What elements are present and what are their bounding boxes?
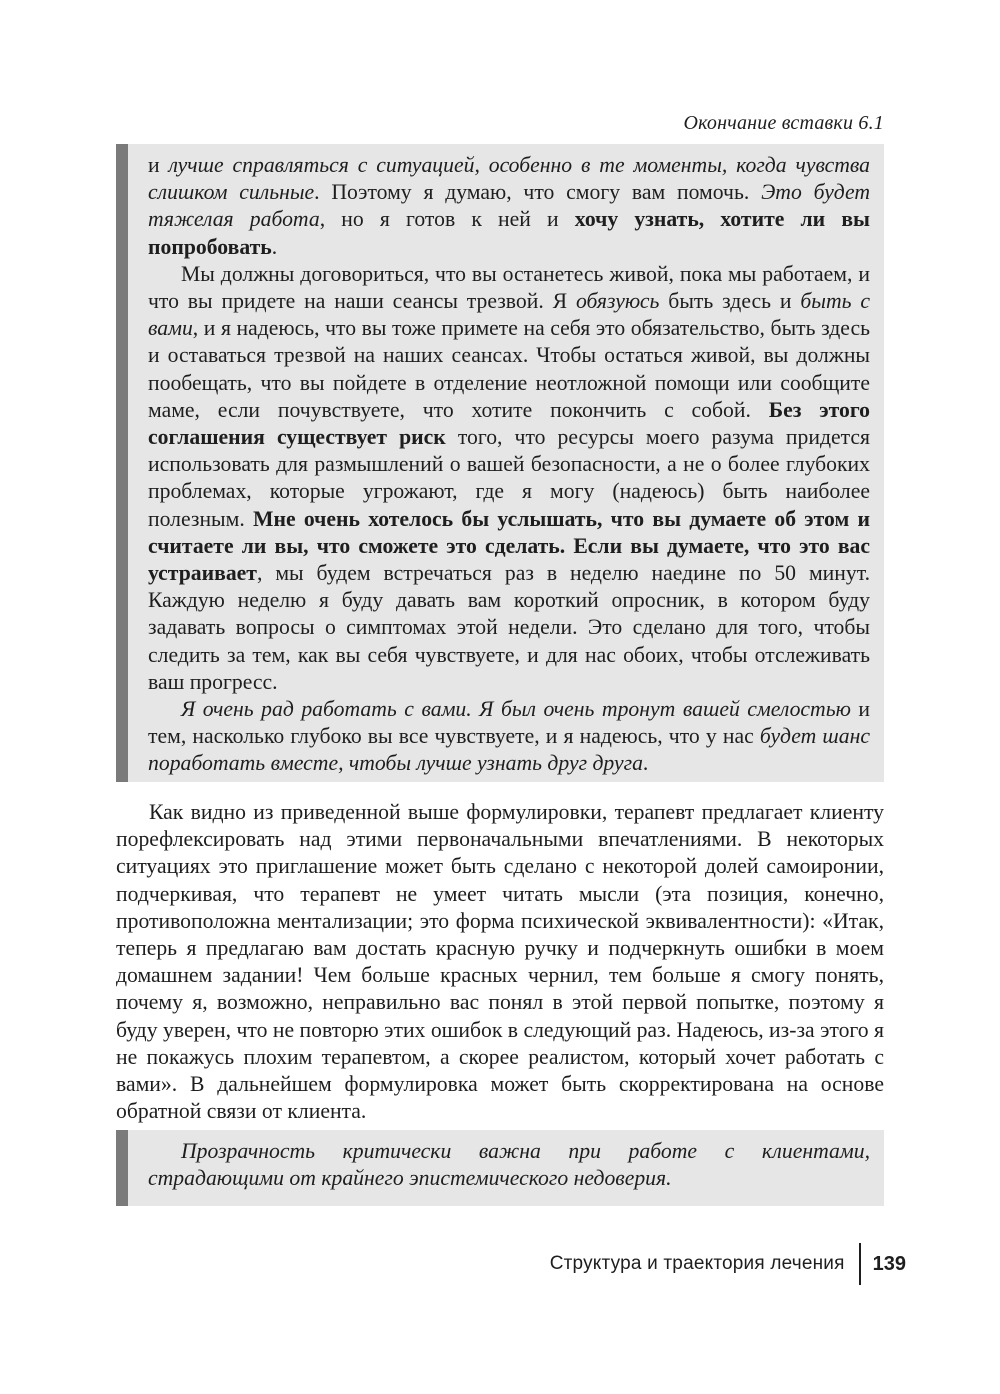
text-run: и тем, насколько глубоко вы все чувствуете, и я надеюсь, что у нас <box>148 697 870 749</box>
italic-run: будет шанс поработать вместе, чтобы лучше узнать друг друга <box>148 724 870 776</box>
text-run: . <box>642 751 649 776</box>
italic-run: Я очень рад работать с вами. Я был очень тронут вашей смелостью <box>181 697 851 722</box>
bold-run: Без этого соглашения существует риск <box>148 397 871 450</box>
italic-run: обязуюсь <box>575 289 660 314</box>
body-paragraph: Как видно из приведенной выше формулировки, терапевт предлагает клиенту порефлексировать над этими первоначальными впечатлениями. В некоторых ситуациях это приглашение может быть сделано с некоторой долей самоиронии, подчеркивая, что терапевт не умеет читать мысли (эта позиция, конечно, противоположна ментализации; это форма психической эквивалентности): «Итак, теперь я предлагаю вам достать красную ручку и подчеркнуть ошибки в моем домашнем задании! Чем больше красных чернил, тем больше я смогу понять, почему я, возможно, неправильно вас понял в этой первой попытке, поэтому я буду уверен, что не повторю этих ошибок в следующий раз. Надеюсь, из-за этого я не покажусь плохим терапевтом, а скорее реалистом, который хочет работать с вами». В дальнейшем формулировка может быть скорректирована на основе обратной связи от клиента. <box>116 800 885 1124</box>
italic-run: быть с вами <box>148 289 870 341</box>
sidebar-insert-box <box>116 144 884 782</box>
text-run: и <box>148 153 169 177</box>
insert-caption: Окончание вставки 6.1 <box>683 112 884 134</box>
footer-divider <box>859 1243 861 1285</box>
page-footer <box>550 1243 906 1285</box>
text-run: Мы должны договориться, что вы останетесь живой, пока мы работаем, и что вы придете на наши сеансы трезвой. Я <box>148 261 870 314</box>
italic-run: Прозрачность критически важна при работе с клиентами, страдающими от крайнего эпистемического недоверия. <box>148 1139 870 1191</box>
text-run: быть здесь и <box>659 289 801 314</box>
text-run: , мы будем встречаться раз в неделю наедине по 50 минут. Каждую неделю я буду давать вам короткий опросник, в котором буду задавать вопросы о симптомах этой недели. Это сделано для того, чтобы следить за тем, как вы себя чувствуете, и для нас обоих, чтобы отслеживать ваш прогресс. <box>148 561 870 694</box>
italic-run: Это будет тяжелая работа <box>148 180 871 232</box>
text-run: , но я готов к ней и <box>319 207 575 232</box>
running-title: Структура и траектория лечения <box>549 1253 845 1274</box>
bold-run: хочу узнать, хотите ли вы попробовать <box>148 207 870 259</box>
insert-paragraph-3 <box>148 696 870 778</box>
bold-run: Мне очень хотелось бы услышать, что вы думаете об этом и считаете ли вы, что сможете это сделать. Если вы думаете, что это вас устраивает <box>148 506 870 586</box>
text-run: того, что ресурсы моего разума придется использовать для размышлений о вашей безопасности, а не о более глубоких проблемах, которые угрожают, где я могу (надеюсь) быть наиболее полезным. <box>148 425 870 531</box>
highlight-text <box>148 1138 870 1192</box>
text-run: , и я надеюсь, что вы тоже примете на себя это обязательство, быть здесь и оставаться трезвой на наших сеансах. Чтобы остаться живой, вы должны пообещать, что вы пойдете в отделение неотложной помощи или сообщите маме, если почувствуете, что хотите покончить с собой. <box>148 316 870 422</box>
italic-run: лучше справляться с ситуацией, особенно в те моменты, когда чувства слишком сильные <box>148 153 870 205</box>
text-run: . Поэтому я думаю, что смогу вам помочь. <box>314 180 762 205</box>
insert-paragraph-1 <box>148 152 870 261</box>
highlight-box <box>116 1130 884 1206</box>
text-run: . <box>271 234 278 259</box>
insert-paragraph-2 <box>148 261 870 696</box>
page-number: 139 <box>872 1252 906 1275</box>
